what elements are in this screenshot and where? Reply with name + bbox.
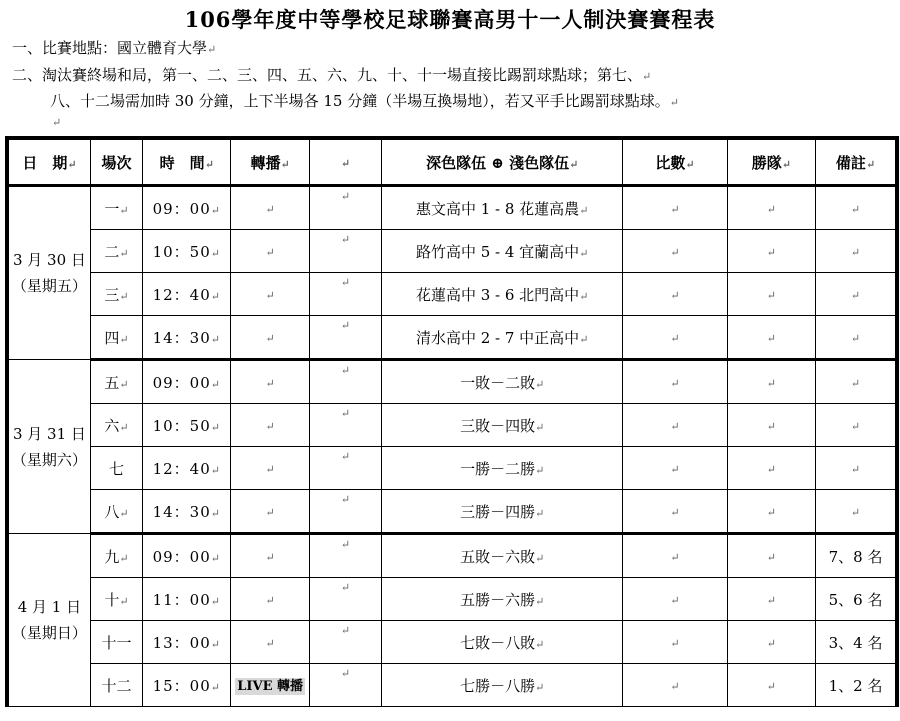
header-teams: 深色隊伍 ⊕ 淺色隊伍↵	[382, 138, 623, 186]
teams-cell: 七敗－八敗↵	[382, 621, 623, 664]
time-cell: 14：30↵	[143, 490, 231, 534]
winner-cell: ↵	[727, 316, 815, 360]
header-match: 場次	[90, 138, 142, 186]
winner-cell: ↵	[727, 186, 815, 230]
match-cell: 五↵	[90, 360, 142, 404]
blank-cell: ↵	[309, 316, 381, 360]
remark-cell: ↵	[816, 404, 897, 447]
date-cell: 3 月 30 日 （星期五）	[7, 186, 90, 360]
score-cell: ↵	[623, 534, 727, 578]
blank-cell: ↵	[309, 534, 381, 578]
time-cell: 10：50↵	[143, 404, 231, 447]
time-cell: 11：00↵	[143, 578, 231, 621]
table-row	[7, 316, 897, 360]
broadcast-cell: ↵	[231, 490, 309, 534]
time-cell: 12：40↵	[143, 447, 231, 490]
date-cell: 3 月 31 日 （星期六）	[7, 360, 90, 534]
winner-cell: ↵	[727, 273, 815, 316]
score-cell: ↵	[623, 578, 727, 621]
table-row	[7, 664, 897, 707]
remark-cell: 3、4 名	[816, 621, 897, 664]
blank-cell: ↵	[309, 273, 381, 316]
remark-cell: 7、8 名	[816, 534, 897, 578]
remark-cell: ↵	[816, 186, 897, 230]
match-cell: 八↵	[90, 490, 142, 534]
page-title: 106學年度中等學校足球聯賽高男十一人制決賽賽程表	[184, 7, 716, 32]
score-cell: ↵	[623, 360, 727, 404]
broadcast-cell: ↵	[231, 273, 309, 316]
header-time: 時 間↵	[143, 138, 231, 186]
match-cell: 十↵	[90, 578, 142, 621]
header-row	[7, 138, 897, 186]
score-cell: ↵	[623, 230, 727, 273]
tiebreak-rule-line-1: 二、淘汰賽終場和局，第一、二、三、四、五、六、九、十、十一場直接比踢罰球點球；第七、↵	[12, 66, 652, 84]
header-remark: 備註↵	[816, 138, 897, 186]
score-cell: ↵	[623, 490, 727, 534]
match-cell: 四↵	[90, 316, 142, 360]
remark-cell: ↵	[816, 230, 897, 273]
score-cell: ↵	[623, 447, 727, 490]
teams-cell: 惠文高中 1 - 8 花蓮高農↵	[382, 186, 623, 230]
table-row	[7, 186, 897, 230]
match-cell: 十一	[90, 621, 142, 664]
table-row	[7, 447, 897, 490]
teams-cell: 三勝－四勝↵	[382, 490, 623, 534]
teams-cell: 花蓮高中 3 - 6 北門高中↵	[382, 273, 623, 316]
teams-cell: 一敗－二敗↵	[382, 360, 623, 404]
time-cell: 09：00↵	[143, 360, 231, 404]
table-row	[7, 534, 897, 578]
header-blank: ↵	[309, 138, 381, 186]
blank-cell: ↵	[309, 447, 381, 490]
live-broadcast-badge: LIVE 轉播	[237, 678, 304, 694]
time-cell: 09：00↵	[143, 186, 231, 230]
winner-cell: ↵	[727, 534, 815, 578]
header-winner: 勝隊↵	[727, 138, 815, 186]
table-row	[7, 273, 897, 316]
winner-cell: ↵	[727, 664, 815, 707]
match-cell: 三↵	[90, 273, 142, 316]
winner-cell: ↵	[727, 490, 815, 534]
time-cell: 12：40↵	[143, 273, 231, 316]
remark-cell: ↵	[816, 360, 897, 404]
remark-cell: ↵	[816, 316, 897, 360]
header-broadcast: 轉播↵	[231, 138, 309, 186]
time-cell: 14：30↵	[143, 316, 231, 360]
header-score: 比數↵	[623, 138, 727, 186]
blank-cell: ↵	[309, 578, 381, 621]
remark-cell: 5、6 名	[816, 578, 897, 621]
time-cell: 15：00↵	[143, 664, 231, 707]
winner-cell: ↵	[727, 404, 815, 447]
blank-cell: ↵	[309, 404, 381, 447]
teams-cell: 一勝－二勝↵	[382, 447, 623, 490]
tiebreak-rule-line-2: 八、十二場需加時 30 分鐘，上下半場各 15 分鐘（半場互換場地），若又平手比踢罰球點球。↵	[50, 92, 679, 110]
table-row	[7, 230, 897, 273]
date-cell: 4 月 1 日 （星期日）	[7, 534, 90, 707]
teams-cell: 三敗－四敗↵	[382, 404, 623, 447]
blank-cell: ↵	[309, 621, 381, 664]
blank-cell: ↵	[309, 186, 381, 230]
header-date: 日 期↵	[7, 138, 90, 186]
match-cell: 十二	[90, 664, 142, 707]
score-cell: ↵	[623, 404, 727, 447]
score-cell: ↵	[623, 316, 727, 360]
teams-cell: 五勝－六勝↵	[382, 578, 623, 621]
table-row	[7, 360, 897, 404]
broadcast-cell: ↵	[231, 578, 309, 621]
remark-cell: 1、2 名	[816, 664, 897, 707]
table-row	[7, 404, 897, 447]
broadcast-cell: ↵	[231, 534, 309, 578]
remark-cell: ↵	[816, 273, 897, 316]
broadcast-cell: ↵	[231, 360, 309, 404]
match-cell: 六↵	[90, 404, 142, 447]
winner-cell: ↵	[727, 578, 815, 621]
time-cell: 10：50↵	[143, 230, 231, 273]
winner-cell: ↵	[727, 447, 815, 490]
venue-note: 一、比賽地點：國立體育大學↵	[12, 39, 217, 57]
blank-cell: ↵	[309, 360, 381, 404]
remark-cell: ↵	[816, 490, 897, 534]
match-cell: 二↵	[90, 230, 142, 273]
broadcast-cell: ↵	[231, 621, 309, 664]
score-cell: ↵	[623, 621, 727, 664]
teams-cell: 清水高中 2 - 7 中正高中↵	[382, 316, 623, 360]
table-row	[7, 490, 897, 534]
time-cell: 13：00↵	[143, 621, 231, 664]
broadcast-cell: ↵	[231, 230, 309, 273]
match-cell: 七	[90, 447, 142, 490]
winner-cell: ↵	[727, 360, 815, 404]
table-row	[7, 621, 897, 664]
blank-cell: ↵	[309, 230, 381, 273]
teams-cell: 七勝－八勝↵	[382, 664, 623, 707]
broadcast-cell: ↵	[231, 316, 309, 360]
score-cell: ↵	[623, 186, 727, 230]
schedule-table	[5, 136, 899, 707]
blank-cell: ↵	[309, 664, 381, 707]
broadcast-cell-live	[231, 664, 309, 707]
table-row	[7, 578, 897, 621]
winner-cell: ↵	[727, 621, 815, 664]
broadcast-cell: ↵	[231, 186, 309, 230]
winner-cell: ↵	[727, 230, 815, 273]
match-cell: 一↵	[90, 186, 142, 230]
blank-cell: ↵	[309, 490, 381, 534]
teams-cell: 五敗－六敗↵	[382, 534, 623, 578]
match-cell: 九↵	[90, 534, 142, 578]
broadcast-cell: ↵	[231, 404, 309, 447]
paragraph-mark: ↵	[52, 116, 62, 129]
score-cell: ↵	[623, 273, 727, 316]
broadcast-cell: ↵	[231, 447, 309, 490]
teams-cell: 路竹高中 5 - 4 宜蘭高中↵	[382, 230, 623, 273]
score-cell: ↵	[623, 664, 727, 707]
remark-cell: ↵	[816, 447, 897, 490]
time-cell: 09：00↵	[143, 534, 231, 578]
